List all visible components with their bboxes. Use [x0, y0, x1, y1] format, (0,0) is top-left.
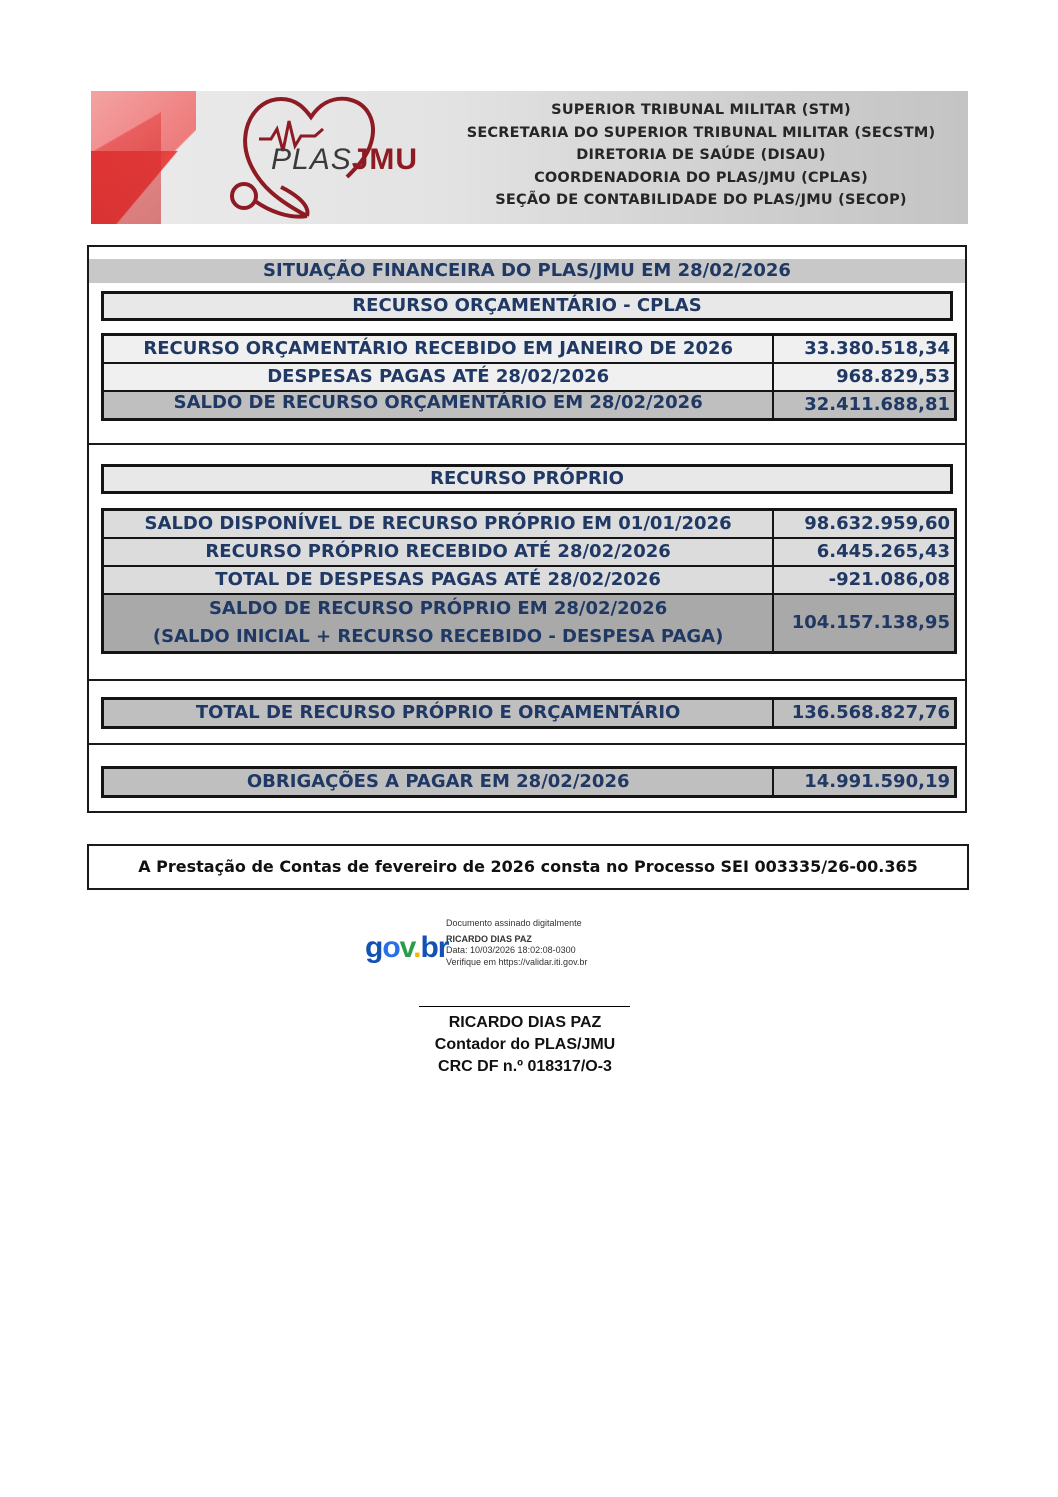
total-table [101, 697, 957, 729]
report-title: SITUAÇÃO FINANCEIRA DO PLAS/JMU EM 28/02/2026 [89, 259, 965, 283]
row-label [103, 594, 774, 653]
table-row [103, 335, 956, 364]
row-value: 6.445.265,43 [773, 538, 955, 566]
signatory-role: Contador do PLAS/JMU [434, 1036, 616, 1053]
obligations-table [101, 766, 957, 798]
signatory-registration: CRC DF n.º 018317/O-3 [438, 1058, 612, 1075]
decorative-shape [91, 91, 161, 224]
signatory-block [390, 1012, 660, 1078]
table-row [103, 566, 956, 594]
org-line: SECRETARIA DO SUPERIOR TRIBUNAL MILITAR (SECSTM) [466, 124, 936, 141]
signature-details [446, 918, 587, 968]
table-row [103, 699, 956, 728]
organization-header [451, 99, 951, 212]
row-value: 14.991.590,19 [773, 768, 955, 797]
accountability-note: A Prestação de Contas de fevereiro de 2026 consta no Processo SEI 003335/26-00.365 [87, 844, 969, 890]
table-row [103, 594, 956, 653]
row-label-line1: SALDO DE RECURSO PRÓPRIO EM 28/02/2026 [208, 598, 668, 619]
section-header-orcamentario: RECURSO ORÇAMENTÁRIO - CPLAS [101, 291, 953, 321]
row-value: -921.086,08 [773, 566, 955, 594]
divider [89, 679, 965, 681]
header-banner [91, 91, 968, 224]
logo-text-plas: PLAS [271, 143, 352, 176]
table-row [103, 768, 956, 797]
table-row [103, 363, 956, 391]
row-value: 33.380.518,34 [773, 335, 955, 364]
row-label: TOTAL DE RECURSO PRÓPRIO E ORÇAMENTÁRIO [103, 699, 774, 728]
digital-signature-stamp [362, 915, 632, 980]
row-label: RECURSO ORÇAMENTÁRIO RECEBIDO EM JANEIRO DE 2026 [103, 335, 774, 364]
table-row [103, 510, 956, 539]
row-label: OBRIGAÇÕES A PAGAR EM 28/02/2026 [103, 768, 774, 797]
govbr-logo: gov.br [365, 931, 449, 964]
signature-name: RICARDO DIAS PAZ [446, 933, 532, 944]
org-line: SUPERIOR TRIBUNAL MILITAR (STM) [551, 102, 851, 118]
signatory-name: RICARDO DIAS PAZ [448, 1014, 602, 1031]
signature-date: Data: 10/03/2026 18:02:08-0300 [446, 945, 576, 955]
org-line: SEÇÃO DE CONTABILIDADE DO PLAS/JMU (SECOP) [495, 192, 907, 208]
logo-text [271, 143, 418, 177]
signature-verify-link[interactable]: Verifique em https://validar.iti.gov.br [446, 956, 588, 967]
divider [89, 443, 965, 445]
row-label: RECURSO PRÓPRIO RECEBIDO ATÉ 28/02/2026 [103, 538, 774, 566]
section-header-proprio: RECURSO PRÓPRIO [101, 464, 953, 494]
row-label: DESPESAS PAGAS ATÉ 28/02/2026 [103, 363, 774, 391]
row-value: 32.411.688,81 [773, 391, 955, 420]
row-value: 98.632.959,60 [773, 510, 955, 539]
org-line: COORDENADORIA DO PLAS/JMU (CPLAS) [534, 169, 868, 186]
row-label-line2: (SALDO INICIAL + RECURSO RECEBIDO - DESPESA PAGA) [152, 626, 724, 647]
row-value: 104.157.138,95 [773, 594, 955, 653]
signature-line1: Documento assinado digitalmente [446, 918, 582, 928]
signature-line [419, 1006, 630, 1007]
row-label: TOTAL DE DESPESAS PAGAS ATÉ 28/02/2026 [103, 566, 774, 594]
row-value: 968.829,53 [773, 363, 955, 391]
divider [89, 743, 965, 745]
row-label: SALDO DE RECURSO ORÇAMENTÁRIO EM 28/02/2026 [103, 391, 774, 420]
row-label: SALDO DISPONÍVEL DE RECURSO PRÓPRIO EM 01/01/2026 [103, 510, 774, 539]
table-row [103, 538, 956, 566]
org-line: DIRETORIA DE SAÚDE (DISAU) [576, 147, 826, 163]
table-row [103, 391, 956, 420]
financial-situation-box [87, 245, 967, 813]
row-value: 136.568.827,76 [773, 699, 955, 728]
logo-text-jmu: JMU [351, 143, 419, 176]
proprio-table [101, 508, 957, 654]
orcamentario-table [101, 333, 957, 421]
